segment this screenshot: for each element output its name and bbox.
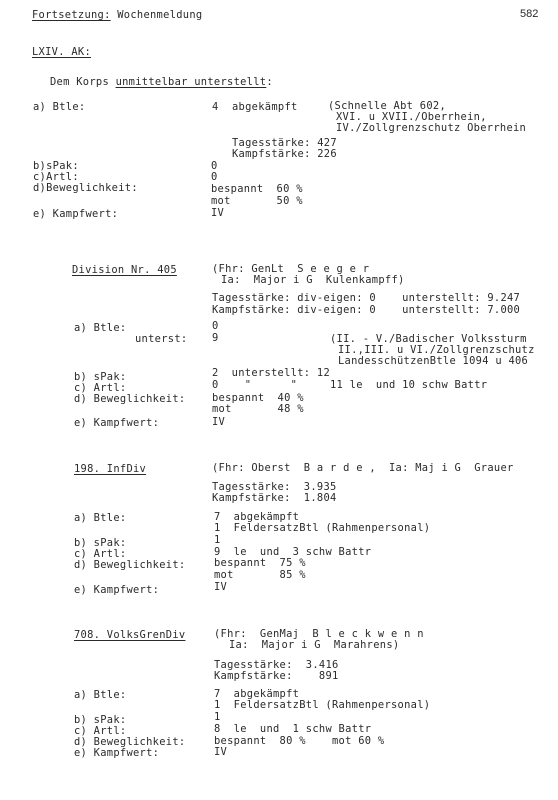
div198-tagesstaerke: Tagesstärke: 3.935 [212, 481, 337, 493]
page-number: 582 [520, 8, 539, 20]
corps-a-note-3: IV./Zollgrenzschutz Oberrhein [336, 122, 527, 134]
corps-intro-suffix: : [266, 76, 273, 88]
corps-kampfstaerke: Kampfstärke: 226 [232, 148, 337, 160]
div405-note-2: II.,III. u VI./Zollgrenzschutz [338, 344, 535, 356]
div198-b-value: 1 [214, 534, 221, 546]
corps-title: LXIV. AK: [32, 46, 92, 58]
div198-a-label: a) Btle: [74, 512, 127, 524]
div405-a-label: a) Btle: [74, 322, 127, 334]
div708-title: 708. VolksGrenDiv [74, 629, 186, 641]
div198-a-line-1: 7 abgekämpft [214, 511, 300, 523]
div405-b-value: 2 unterstellt: 12 [212, 367, 331, 379]
div405-unterst-value: 9 [212, 332, 219, 344]
corps-b-value: 0 [211, 160, 218, 172]
div198-kampfstaerke: Kampfstärke: 1.804 [212, 492, 337, 504]
div708-b-label: b) sPak: [74, 714, 127, 726]
div405-b-label: b) sPak: [74, 371, 127, 383]
div198-d-label: d) Beweglichkeit: [74, 559, 186, 571]
div405-ia: Ia: Major i G Kulenkampff) [221, 274, 405, 286]
corps-d-label: d)Beweglichkeit: [33, 182, 138, 194]
div708-c-label: c) Artl: [74, 725, 127, 737]
div708-a-line-2: 1 FeldersatzBtl (Rahmenpersonal) [214, 699, 431, 711]
corps-e-value: IV [211, 207, 225, 219]
div405-c-label: c) Artl: [74, 382, 127, 394]
page-header [32, 10, 202, 21]
div708-tagesstaerke: Tagesstärke: 3.416 [214, 659, 339, 671]
corps-a-note-2: XVI. u XVII./Oberrhein, [336, 111, 487, 123]
div708-b-value: 1 [214, 711, 221, 723]
div198-e-value: IV [214, 581, 228, 593]
div405-note-3: LandesschützenBtle 1094 u 406 [338, 355, 529, 367]
corps-e-label: e) Kampfwert: [33, 208, 119, 220]
corps-intro-underlined: unmittelbar unterstellt [115, 76, 267, 88]
div405-note-1: (II. - V./Badischer Volkssturm [330, 333, 527, 345]
corps-a-note-1: (Schnelle Abt 602, [328, 100, 447, 112]
div405-e-value: IV [212, 416, 226, 428]
div708-fhr: (Fhr: GenMaj B l e c k w e n n [214, 628, 424, 640]
header-title-underlined: Fortsetzung: [32, 9, 111, 21]
div405-a-value: 0 [212, 320, 219, 332]
div405-tagesstaerke: Tagesstärke: div-eigen: 0 unterstellt: 9.247 [212, 292, 521, 304]
corps-intro-prefix: Dem Korps [50, 76, 116, 88]
div198-title: 198. InfDiv [74, 463, 147, 475]
div708-ia: Ia: Major i G Marahrens) [229, 639, 400, 651]
div405-d-mot: mot 48 % [212, 403, 304, 415]
div405-c-value: 0 " " 11 le und 10 schw Battr [212, 379, 488, 391]
div405-d-bespannt: bespannt 40 % [212, 392, 304, 404]
div198-b-label: b) sPak: [74, 537, 127, 549]
div198-c-label: c) Artl: [74, 548, 127, 560]
corps-a-status: abgekämpft [232, 101, 298, 113]
div708-c-value: 8 le und 1 schw Battr [214, 723, 372, 735]
div708-kampfstaerke: Kampfstärke: 891 [214, 670, 339, 682]
div405-e-label: e) Kampfwert: [74, 417, 160, 429]
div198-a-line-2: 1 FeldersatzBtl (Rahmenpersonal) [214, 522, 431, 534]
corps-a-label: a) Btle: [33, 101, 86, 113]
div405-title: Division Nr. 405 [72, 264, 177, 276]
corps-tagesstaerke: Tagesstärke: 427 [232, 137, 337, 149]
div708-e-label: e) Kampfwert: [74, 747, 160, 759]
div708-e-value: IV [214, 746, 228, 758]
div198-c-value: 9 le und 3 schw Battr [214, 546, 372, 558]
div405-unterst-label: unterst: [135, 333, 188, 345]
corps-intro [50, 77, 273, 88]
div198-d-mot: mot 85 % [214, 569, 306, 581]
div708-a-line-1: 7 abgekämpft [214, 688, 300, 700]
corps-c-label: c)Artl: [33, 171, 79, 183]
corps-a-count: 4 [212, 101, 219, 113]
div198-fhr: (Fhr: Oberst B a r d e , Ia: Maj i G Grauer [212, 462, 514, 474]
div708-a-label: a) Btle: [74, 689, 127, 701]
div708-d-value: bespannt 80 % mot 60 % [214, 735, 385, 747]
div405-kampfstaerke: Kampfstärke: div-eigen: 0 unterstellt: 7.000 [212, 304, 521, 316]
corps-c-value: 0 [211, 171, 218, 183]
corps-d-bespannt: bespannt 60 % [211, 183, 303, 195]
corps-d-mot: mot 50 % [211, 195, 303, 207]
div708-d-label: d) Beweglichkeit: [74, 736, 186, 748]
corps-b-label: b)sPak: [33, 160, 79, 172]
header-title-rest: Wochenmeldung [110, 9, 203, 21]
div405-fhr: (Fhr: GenLt S e e g e r [212, 263, 370, 275]
div198-e-label: e) Kampfwert: [74, 584, 160, 596]
div198-d-bespannt: bespannt 75 % [214, 557, 306, 569]
div405-d-label: d) Beweglichkeit: [74, 393, 186, 405]
